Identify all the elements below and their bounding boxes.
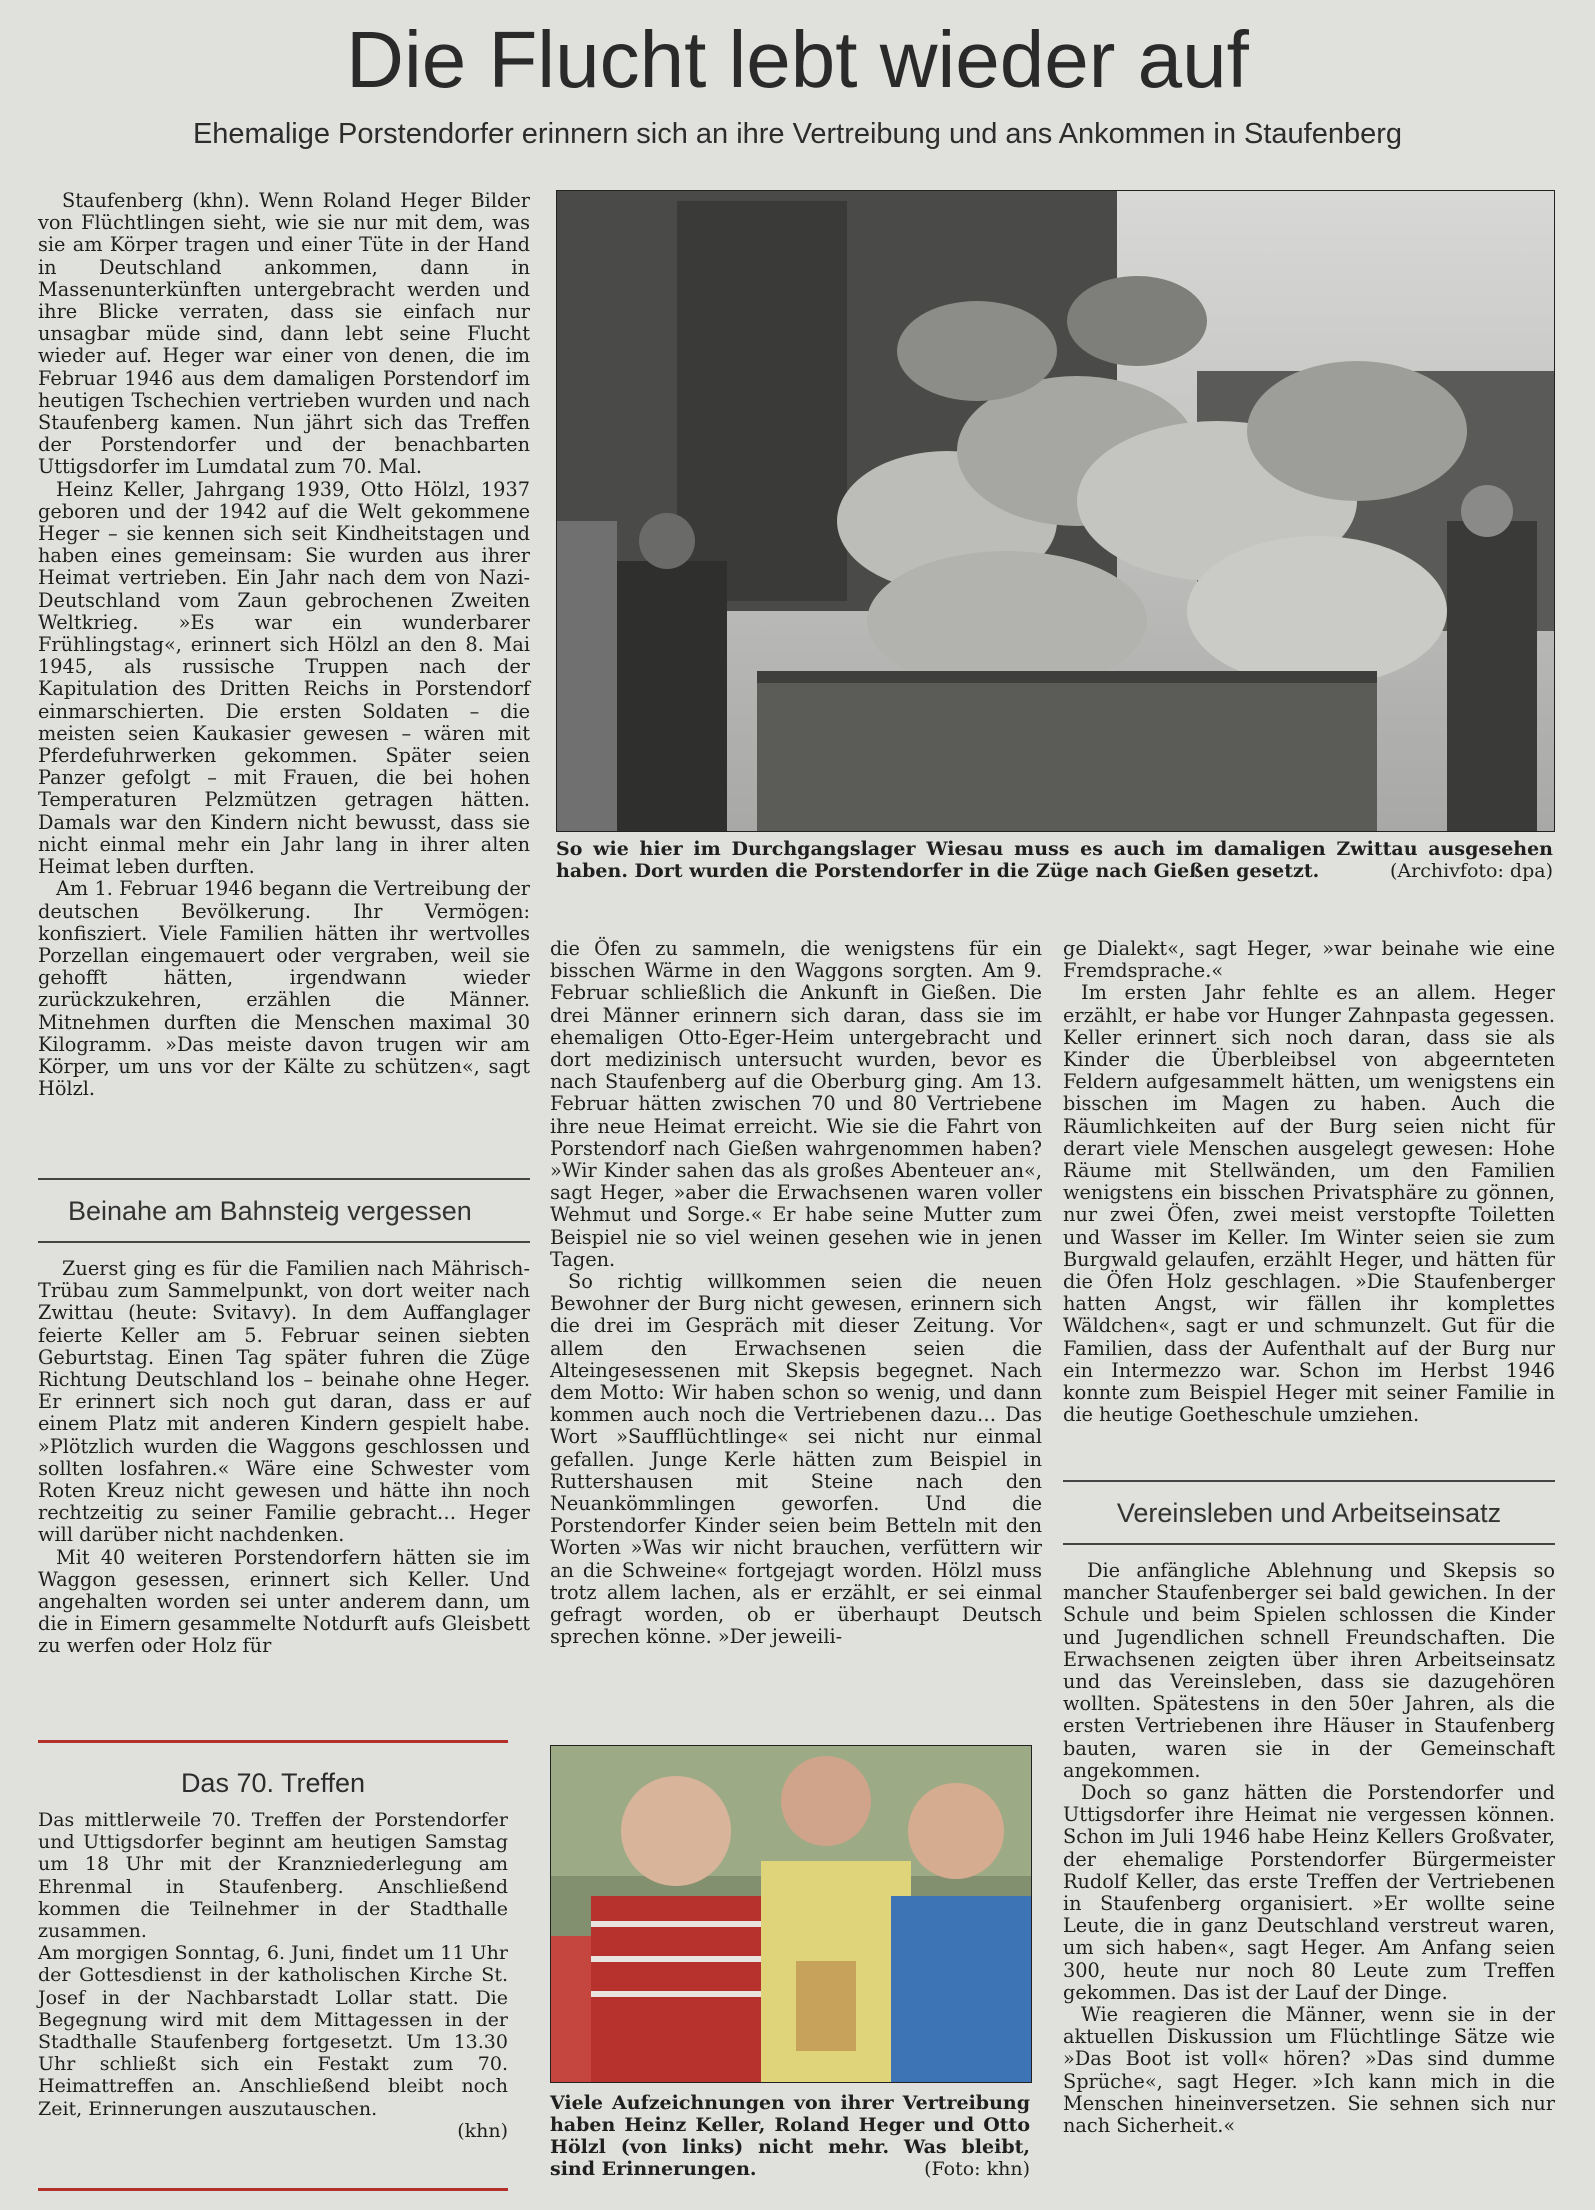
box-title: Das 70. Treffen	[180, 1768, 366, 1798]
paragraph: Am 1. Februar 1946 begann die Vertreibung der deutschen Bevölkerung. Ihr Vermögen: konfisziert. Viele Familien hätten ihr wertvolles Porzellan eingemauert oder vergraben, weil sie gehofft hätten, irgendwann wieder zurückzukehren, erzählen die Männer. Mitnehmen durften die Menschen maximal 30 Kilogramm. »Das meiste davon trugen wir am Körper, um uns vor der Kälte zu schützen«, sagt Hölzl.	[38, 877, 530, 1101]
photo1-caption	[556, 838, 1553, 882]
subhead-block-2	[1063, 1480, 1555, 1545]
subheadline: Ehemalige Porstendorfer erinnern sich an ihre Vertreibung und ans Ankommen in Staufenberg	[192, 118, 1403, 150]
box-bottom-rule	[38, 2188, 508, 2191]
photo-illustration	[557, 191, 1554, 831]
paragraph: Heinz Keller, Jahrgang 1939, Otto Hölzl, 1937 geboren und der 1942 auf die Welt gekommene Heger – sie kennen sich seit Kindheitstagen und haben eines gemeinsam: Sie wurden aus ihrer Heimat vertrieben. Ein Jahr nach dem von Nazi-Deutschland vom Zaun gebrochenen Zweiten Weltkrieg. »Es war ein wunderbarer Frühlingstag«, erinnert sich Hölzl an den 8. Mai 1945, als russische Truppen nach der Kapitulation des Dritten Reichs in Porstendorf einmarschierten. Die ersten Soldaten – die meisten seien Kaukasier gewesen – wären mit Pferdefuhrwerken gekommen. Später seien Panzer gefolgt – mit Frauen, die bei hohen Temperaturen Pelzmützen getragen hätten. Damals war den Kindern nicht bewusst, dass sie nicht einmal mehr ein Jahr lang in ihrer alten Heimat leben durften.	[38, 477, 530, 879]
paragraph: Zuerst ging es für die Familien nach Mährisch-Trübau zum Sammelpunkt, von dort weiter nach Zwittau (heute: Svitavy). In dem Auffanglager feierte Keller am 5. Februar seinen siebten Geburtstag. Einen Tag später fuhren die Züge Richtung Deutschland los – beinahe ohne Heger. Er erinnert sich noch gut daran, dass er auf einem Platz mit anderen Kindern gespielt habe. »Plötzlich wurden die Waggons geschlossen und sollten losfahren.« Wäre eine Schwester vom Roten Kreuz nicht gewesen und hätte ihn noch rechtzeitig zu seiner Familie gebracht… Heger will darüber nicht nachdenken.	[38, 1257, 530, 1547]
paragraph: Doch so ganz hätten die Porstendorfer und Uttigsdorfer ihre Heimat nie vergessen können. Schon im Juli 1946 habe Heinz Kellers Großvater, der ehemalige Porstendorfer Bürgermeister Rudolf Keller, das erste Treffen der Vertriebenen in Staufenberg organisiert. »Er wollte seine Leute, die in ganz Deutschland verstreut waren, um sich haben«, sagt Heger. Am Anfang seien 300, heute nur noch 80 Leute zum Treffen gekommen. Das ist der Lauf der Dinge.	[1063, 1781, 1555, 2004]
subhead-block-1	[38, 1178, 530, 1243]
caption-text: Viele Aufzeichnungen von ihrer Vertreibung haben Heinz Keller, Roland Heger und Otto Hölzl (von links) nicht mehr. Was bleibt, sind Erinnerungen.	[550, 2092, 1030, 2180]
paragraph: Das mittlerweile 70. Treffen der Porstendorfer und Uttigsdorfer beginnt am heutigen Samstag um 18 Uhr mit der Kranzniederlegung am Ehrenmal in Staufenberg. Anschließend kommen die Teilnehmer in der Stadthalle zusammen.	[38, 1809, 508, 1943]
photo-illustration	[551, 1746, 1031, 2082]
paragraph: ge Dialekt«, sagt Heger, »war beinahe wie eine Fremdsprache.«	[1063, 937, 1555, 983]
info-box	[38, 1768, 508, 2142]
column-3-continued	[1063, 1560, 1555, 2137]
paragraph: die Öfen zu sammeln, die wenigstens für ein bisschen Wärme in den Waggons sorgten. Am 9. Februar schließlich die Ankunft in Gießen. Die drei Männer erinnern sich daran, dass sie im ehemaligen Otto-Eger-Heim untergebracht und dort medizinisch untersucht wurden, bevor es nach Staufenberg auf die Oberburg ging. Am 13. Februar hätten zwischen 70 und 80 Vertriebene ihre neue Heimat erreicht. Wie sie die Fahrt von Porstendorf nach Gießen wahrgenommen haben? »Wir Kinder sahen das als großes Abenteuer an«, sagt Heger, »aber die Erwachsenen waren voller Wehmut und Sorge.« Er habe seine Mutter zum Beispiel nie so viel weinen gesehen wie in jenen Tagen.	[550, 937, 1042, 1271]
photo-credit: (Archivfoto: dpa)	[1390, 860, 1553, 882]
divider	[38, 1241, 530, 1243]
column-2	[550, 938, 1042, 1649]
paragraph: Im ersten Jahr fehlte es an allem. Heger erzählt, er habe vor Hunger Zahnpasta gegessen. Keller erinnert sich noch daran, dass sie als Kinder die Überbleibsel von abgeernteten Feldern aufgesammelt hätten, um wenigstens ein bisschen im Magen zu haben. Auch die Räumlichkeiten auf der Burg seien nicht für derart viele Menschen ausgelegt gewesen: Hohe Räume mit Stellwänden, um den Familien wenigstens ein bisschen Privatsphäre zu gönnen, nur zwei Öfen, zwei meist verstopfte Toiletten und Wasser im Keller. Im Winter seien sie zum Burgwald gelaufen, erzählt Heger, und hätten für die Öfen Holz geschlagen. »Die Staufenberger hatten Angst, wir fällen ihr komplettes Wäldchen«, sagt er und schmunzelt. Gut für die Familien, dass der Aufenthalt auf der Burg nur ein Intermezzo war. Schon im Herbst 1946 konnte zum Beispiel Heger mit seiner Familie in die heutige Goetheschule umziehen.	[1063, 981, 1555, 1427]
caption-text: So wie hier im Durchgangslager Wiesau muss es auch im damaligen Zwittau ausgesehen haben. Dort wurden die Porstendorfer in die Züge nach Gießen gesetzt.	[556, 838, 1553, 882]
divider	[1063, 1543, 1555, 1545]
photo-credit: (Foto: khn)	[924, 2158, 1030, 2180]
column-3	[1063, 938, 1555, 1426]
subhead-2: Vereinsleben und Arbeitseinsatz	[1116, 1498, 1502, 1528]
box-top-rule	[38, 1740, 508, 1743]
column-1-continued	[38, 1258, 530, 1658]
photo2-caption	[550, 2092, 1030, 2180]
paragraph: Die anfängliche Ablehnung und Skepsis so mancher Staufenberger sei bald gewichen. In der Schule und beim Spielen schlossen die Kinder und Jugendlichen schnell Freundschaften. Die Erwachsenen zeigten über ihren Arbeitseinsatz und das Vereinsleben, dass sie dazugehören wollten. Spätestens in den 50er Jahren, als die ersten Vertriebenen ihre Häuser in Staufenberg bauten, waren sie in der Gemeinschaft angekommen.	[1063, 1559, 1555, 1782]
paragraph: Wie reagieren die Männer, wenn sie in der aktuellen Diskussion um Flüchtlinge Sätze wie »Das Boot ist voll« hören? »Das sind dumme Sprüche«, sagt Heger. »Ich kann mich in die Menschen hineinversetzen. Sie sehnen sich nur nach Sicherheit.«	[1063, 2003, 1555, 2138]
box-text	[38, 1809, 508, 2142]
paragraph: Staufenberg (khn). Wenn Roland Heger Bilder von Flüchtlingen sieht, wie sie nur mit dem, was sie am Körper tragen und einer Tüte in der Hand in Deutschland ankommen, dann in Massenunterkünften untergebracht werden und ihre Blicke verraten, dass sie einfach nur unsagbar müde sind, dann lebt seine Flucht wieder auf. Heger war einer von denen, die im Februar 1946 aus dem damaligen Porstendorf im heutigen Tschechien vertrieben wurden und nach Staufenberg kamen. Nun jährt sich das Treffen der Porstendorfer und der benachbarten Uttigsdorfer im Lumdatal zum 70. Mal.	[38, 189, 530, 479]
paragraph: Mit 40 weiteren Porstendorfern hätten sie im Waggon gesessen, erinnert sich Keller. Und angehalten worden sei unter anderem dann, um die in Eimern gesammelte Notdurft aufs Gleisbett zu werfen oder Holz für	[38, 1545, 530, 1658]
column-1	[38, 190, 530, 1100]
box-author: (khn)	[457, 2119, 508, 2142]
paragraph: Am morgigen Sonntag, 6. Juni, findet um 11 Uhr der Gottesdienst in der katholischen Kirche St. Josef in der Nachbarstadt Lollar statt. Die Begegnung wird mit dem Mittagessen in der Stadthalle Staufenberg fortgesetzt. Um 13.30 Uhr schließt sich ein Festakt zum 70. Heimattreffen an. Anschließend bleibt noch Zeit, Erinnerungen auszutauschen.	[38, 1942, 508, 2120]
paragraph: So richtig willkommen seien die neuen Bewohner der Burg nicht gewesen, erinnern sich die drei im Gespräch mit dieser Zeitung. Vor allem den Erwachsenen seien die Alteingesessenen mit Skepsis begegnet. Nach dem Motto: Wir haben schon so wenig, und dann kommen auch noch die Vertriebenen dazu… Das Wort »Saufflüchtlinge« sei nicht nur einmal gefallen. Junge Kerle hätten zum Beispiel in Ruttershausen mit Steine nach den Neuankömmlingen geworfen. Und die Porstendorfer Kinder seien beim Betteln mit den Worten »Was wir nicht brauchen, verfüttern wir an die Schweine« fortgejagt worden. Hölzl muss trotz allem lachen, als er erzählt, er sei einmal gefragt worden, ob er überhaupt Deutsch sprechen könne. »Der jeweili-	[550, 1270, 1042, 1649]
refugee-train-photo	[556, 190, 1555, 832]
headline: Die Flucht lebt wieder auf	[346, 15, 1249, 104]
subhead-1: Beinahe am Bahnsteig vergessen	[68, 1196, 472, 1226]
three-men-photo	[550, 1745, 1032, 2083]
